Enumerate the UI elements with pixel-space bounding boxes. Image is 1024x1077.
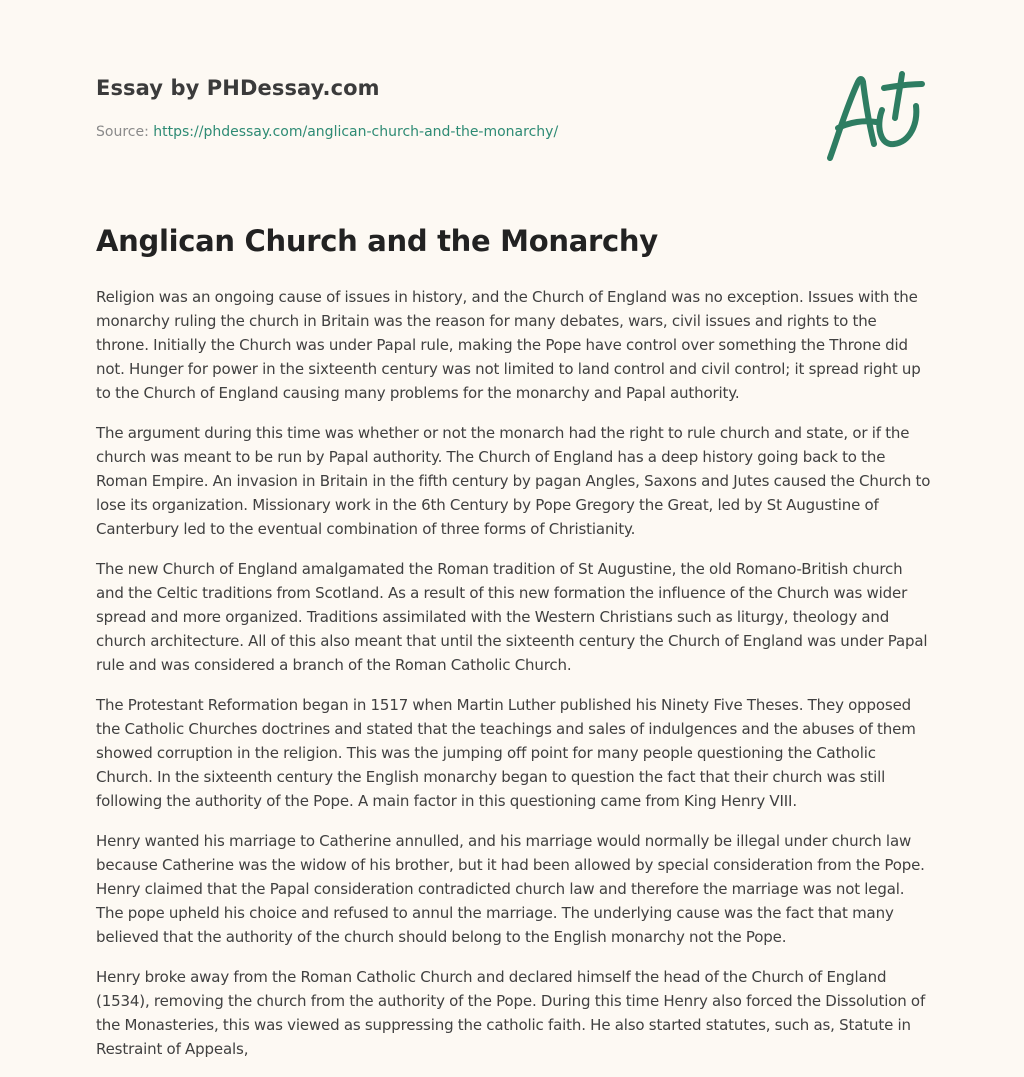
essay-paragraph: The new Church of England amalgamated the Roman tradition of St Augustine, the old Romano-British church and the Celtic traditions from Scotland. As a result of this new formation the influence of the Church was wider spread and more organized. Traditions assimilated with the Western Christians such as liturgy, theology and church architecture. All of this also meant that until the sixteenth century the Church of England was under Papal rule and was considered a branch of the Roman Catholic Church. bbox=[96, 560, 928, 674]
a-plus-grade-logo-icon bbox=[824, 66, 928, 166]
essay-paragraph: Religion was an ongoing cause of issues in history, and the Church of England was no exception. Issues with the monarchy ruling the church in Britain was the reason for many debates, wars, civil issues and rights to the throne. Initially the Church was under Papal rule, making the Pope have control over something the Throne did not. Hunger for power in the sixteenth century was not limited to land control and civil control; it spread right up to the Church of England causing many problems for the monarchy and Papal authority. bbox=[96, 288, 921, 402]
essay-paragraph: The Protestant Reformation began in 1517 when Martin Luther published his Ninety Five Theses. They opposed the Catholic Churches doctrines and stated that the teachings and sales of indulgences and the abuses of them showed corruption in the religion. This was the jumping off point for many people questioning the Catholic Church. In the sixteenth century the English monarchy began to question the fact that their church was still following the authority of the Pope. A main factor in this questioning came from King Henry VIII. bbox=[96, 696, 916, 810]
essay-paragraph: Henry wanted his marriage to Catherine annulled, and his marriage would normally be illegal under church law because Catherine was the widow of his brother, but it had been allowed by special consideration from the Pope. Henry claimed that the Papal consideration contradicted church law and therefore the marriage was not legal. The pope upheld his choice and refused to annul the marriage. The underlying cause was the fact that many believed that the authority of the church should belong to the English monarchy not the Pope. bbox=[96, 832, 925, 946]
source-line bbox=[96, 124, 558, 140]
essay-body bbox=[96, 285, 932, 1077]
essay-paragraph: Henry broke away from the Roman Catholic Church and declared himself the head of the Church of England (1534), removing the church from the authority of the Pope. During this time Henry also forced the Dissolution of the Monasteries, this was viewed as suppressing the catholic faith. He also started statutes, such as, Statute in Restraint of Appeals, bbox=[96, 968, 926, 1058]
source-link[interactable]: https://phdessay.com/anglican-church-and-the-monarchy/ bbox=[153, 124, 559, 140]
essay-title: Anglican Church and the Monarchy bbox=[96, 224, 658, 258]
essay-paragraph: The argument during this time was whether or not the monarch had the right to rule church and state, or if the church was meant to be run by Papal authority. The Church of England has a deep history going back to the Roman Empire. An invasion in Britain in the fifth century by pagan Angles, Saxons and Jutes caused the Church to lose its organization. Missionary work in the 6th Century by Pope Gregory the Great, led by St Augustine of Canterbury led to the eventual combination of three forms of Christianity. bbox=[96, 424, 931, 538]
page-header bbox=[96, 0, 928, 190]
site-title: Essay by PHDessay.com bbox=[96, 76, 380, 100]
source-label: Source: bbox=[96, 124, 154, 140]
